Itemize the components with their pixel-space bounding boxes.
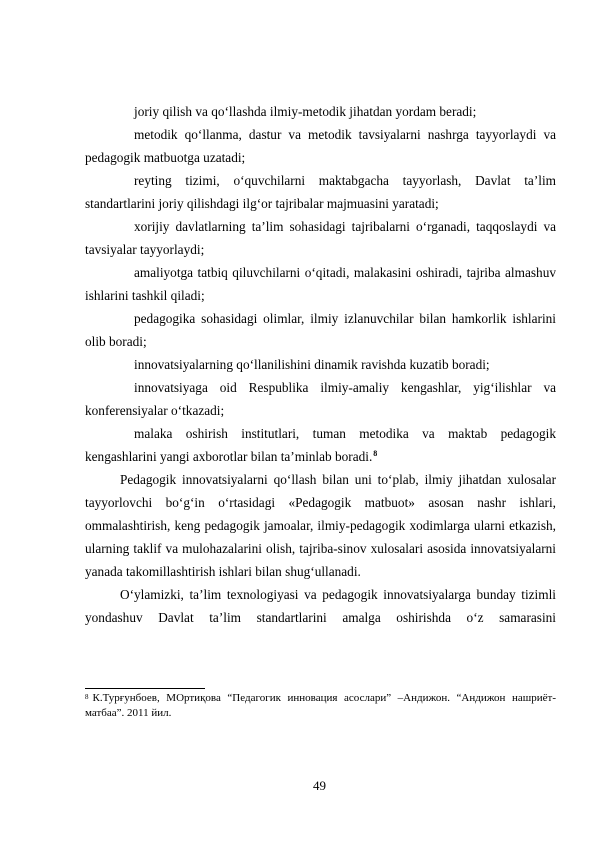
page-number: 49 xyxy=(313,778,326,793)
list-item: pedagogika sohasidagi olimlar, ilmiy izlanuvchilar bilan hamkorlik ishlarini olib boradi; xyxy=(85,311,556,349)
footnote-number: 8 xyxy=(85,693,89,701)
body-paragraph: Pedagogik innovatsiyalarni qo‘llash bilan uni to‘plab, ilmiy jihatdan xulosalar tayyorlovchi bo‘g‘in o‘rtasidagi «Pedagogik matbuot» asosan nashr ishlari, ommalashtirish, keng pedagogik jamoalar, ilmiy-pedagogik xodimlarga ularni etkazish, ularning taklif va mulohazalarini olish, tajriba-sinov xulosalari asosida innovatsiyalarni yanada takomillashtirish ishlari bilan shug‘ullanadi. xyxy=(85,472,556,579)
list-item: amaliyotga tatbiq qiluvchilarni o‘qitadi, malakasini oshiradi, tajriba almashuv ishlarini tashkil qiladi; xyxy=(85,265,556,303)
list-item-text: malaka oshirish institutlari, tuman metodika va maktab pedagogik kengashlarini yangi axborotlar bilan ta’minlab boradi. xyxy=(85,426,556,464)
list-item-with-footnote xyxy=(85,422,556,468)
body-text xyxy=(85,100,556,629)
list-item: metodik qo‘llanma, dastur va metodik tavsiyalarni nashrga tayyorlaydi va pedagogik matbuotga uzatadi; xyxy=(85,127,556,165)
footnote-reference[interactable]: 8 xyxy=(373,449,378,458)
footnote-text: К.Турғунбоев, МОртиқова “Педагогик инновация асослари” –Андижон. “Андижон нашриёт-матбаа”. 2011 йил. xyxy=(85,692,556,719)
footnote xyxy=(85,691,556,721)
list-item: joriy qilish va qo‘llashda ilmiy-metodik jihatdan yordam beradi; xyxy=(134,104,477,119)
list-item: xorijiy davlatlarning ta’lim sohasidagi tajribalarni o‘rganadi, taqqoslaydi va tavsiyalar tayyorlaydi; xyxy=(85,219,556,257)
list-item: innovatsiyalarning qo‘llanilishini dinamik ravishda kuzatib boradi; xyxy=(134,357,490,372)
list-item: reyting tizimi, o‘quvchilarni maktabgacha tayyorlash, Davlat ta’lim standartlarini joriy qilishdagi ilg‘or tajribalar majmuasini yaratadi; xyxy=(85,173,556,211)
body-paragraph: O‘ylamizki, ta’lim texnologiyasi va pedagogik innovatsiyalarga bunday tizimli yondashuv Davlat ta’lim standartlarini amalga oshirishda o‘z samarasini xyxy=(85,587,556,625)
list-item: innovatsiyaga oid Respublika ilmiy-amaliy kengashlar, yig‘ilishlar va konferensiyalar o‘tkazadi; xyxy=(85,380,556,418)
footnote-separator xyxy=(85,688,205,689)
